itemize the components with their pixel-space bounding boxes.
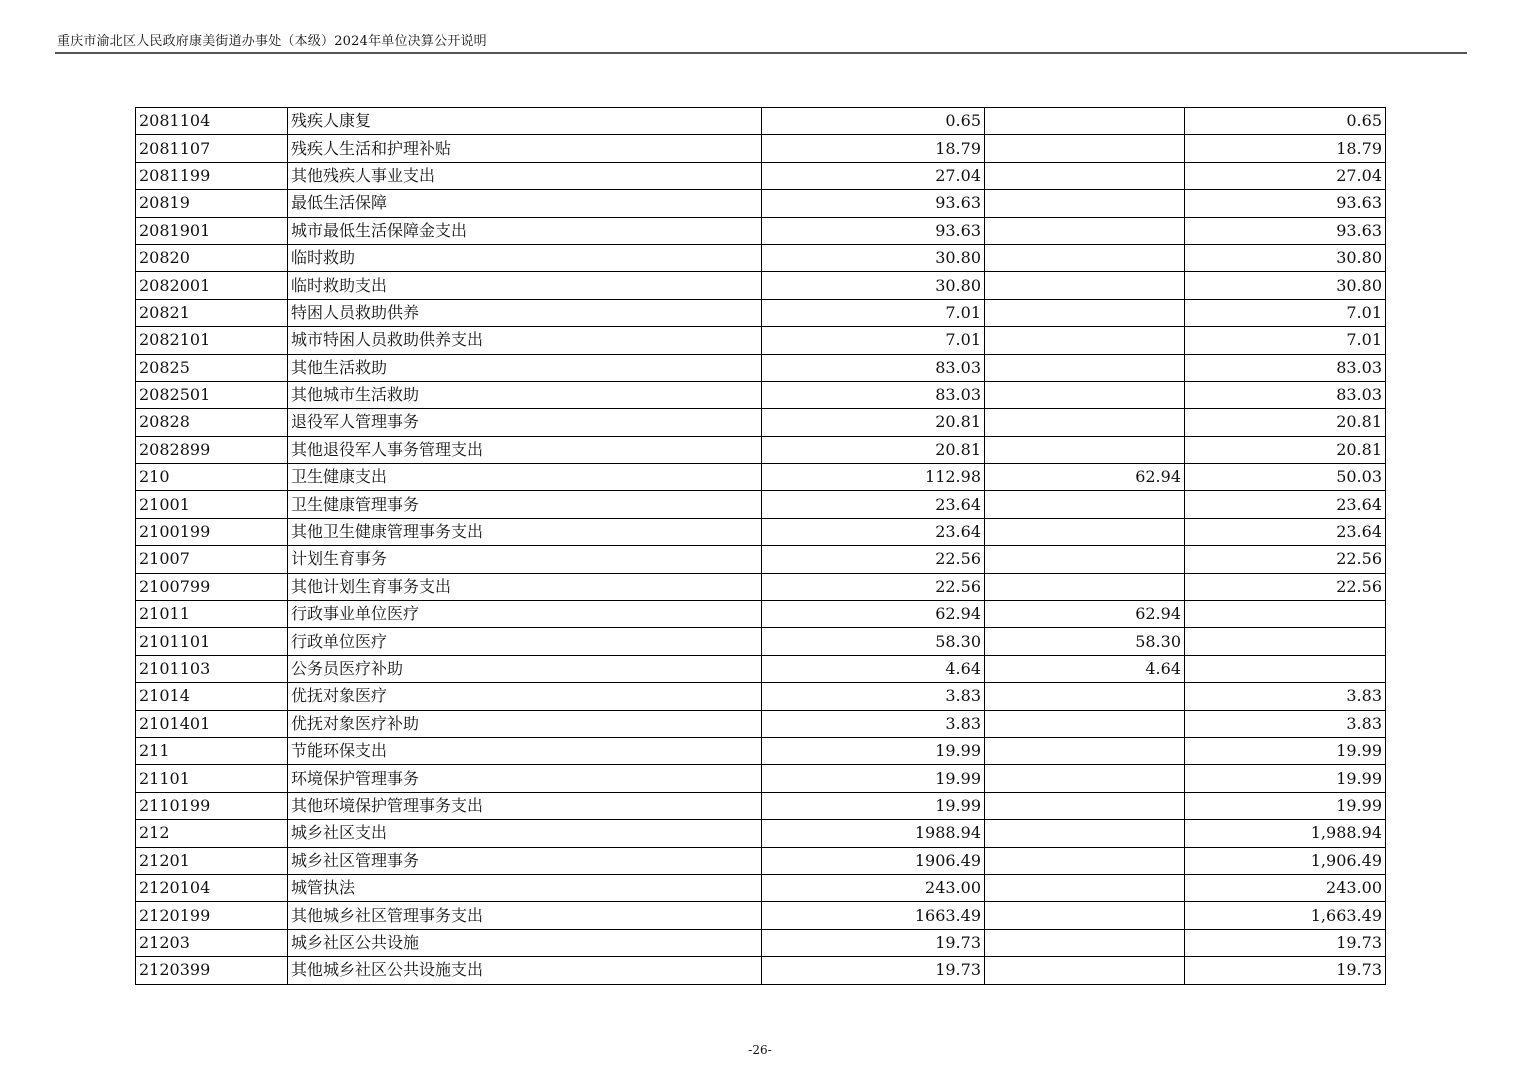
cell-total-amount: 4.64 bbox=[762, 655, 985, 682]
cell-function-name: 其他城乡社区管理事务支出 bbox=[288, 902, 762, 929]
cell-project-amount: 30.80 bbox=[1185, 272, 1386, 299]
cell-basic-amount bbox=[985, 683, 1185, 710]
cell-project-amount: 1,906.49 bbox=[1185, 847, 1386, 874]
cell-basic-amount bbox=[985, 710, 1185, 737]
cell-function-code: 21101 bbox=[136, 765, 288, 792]
cell-total-amount: 19.73 bbox=[762, 957, 985, 984]
cell-function-name: 其他退役军人事务管理支出 bbox=[288, 436, 762, 463]
cell-total-amount: 1663.49 bbox=[762, 902, 985, 929]
table-row bbox=[136, 601, 1386, 628]
table-row bbox=[136, 381, 1386, 408]
cell-project-amount bbox=[1185, 655, 1386, 682]
cell-project-amount: 3.83 bbox=[1185, 710, 1386, 737]
cell-function-code: 2110199 bbox=[136, 792, 288, 819]
cell-basic-amount bbox=[985, 518, 1185, 545]
table-row bbox=[136, 244, 1386, 271]
table-row bbox=[136, 847, 1386, 874]
cell-project-amount: 19.99 bbox=[1185, 765, 1386, 792]
cell-total-amount: 18.79 bbox=[762, 135, 985, 162]
cell-function-code: 20819 bbox=[136, 190, 288, 217]
cell-project-amount: 23.64 bbox=[1185, 518, 1386, 545]
cell-total-amount: 58.30 bbox=[762, 628, 985, 655]
cell-function-name: 临时救助支出 bbox=[288, 272, 762, 299]
cell-total-amount: 3.83 bbox=[762, 683, 985, 710]
cell-function-code: 21203 bbox=[136, 929, 288, 956]
cell-total-amount: 7.01 bbox=[762, 327, 985, 354]
cell-function-code: 20820 bbox=[136, 244, 288, 271]
cell-basic-amount bbox=[985, 957, 1185, 984]
cell-function-code: 2082899 bbox=[136, 436, 288, 463]
cell-basic-amount: 58.30 bbox=[985, 628, 1185, 655]
cell-function-name: 残疾人康复 bbox=[288, 108, 762, 135]
table-row bbox=[136, 135, 1386, 162]
cell-function-name: 行政事业单位医疗 bbox=[288, 601, 762, 628]
cell-project-amount: 3.83 bbox=[1185, 683, 1386, 710]
table-row bbox=[136, 737, 1386, 764]
cell-basic-amount bbox=[985, 162, 1185, 189]
table-row bbox=[136, 765, 1386, 792]
cell-total-amount: 0.65 bbox=[762, 108, 985, 135]
cell-function-name: 残疾人生活和护理补贴 bbox=[288, 135, 762, 162]
cell-total-amount: 1906.49 bbox=[762, 847, 985, 874]
cell-basic-amount bbox=[985, 847, 1185, 874]
cell-basic-amount bbox=[985, 108, 1185, 135]
cell-project-amount: 23.64 bbox=[1185, 491, 1386, 518]
cell-total-amount: 243.00 bbox=[762, 874, 985, 901]
cell-function-name: 城乡社区管理事务 bbox=[288, 847, 762, 874]
cell-function-name: 公务员医疗补助 bbox=[288, 655, 762, 682]
cell-total-amount: 3.83 bbox=[762, 710, 985, 737]
table-row bbox=[136, 573, 1386, 600]
cell-function-code: 2101101 bbox=[136, 628, 288, 655]
expenditure-table bbox=[135, 107, 1386, 985]
cell-function-name: 最低生活保障 bbox=[288, 190, 762, 217]
header-divider bbox=[55, 52, 1467, 54]
cell-total-amount: 19.73 bbox=[762, 929, 985, 956]
cell-function-name: 卫生健康支出 bbox=[288, 464, 762, 491]
cell-project-amount: 20.81 bbox=[1185, 409, 1386, 436]
cell-total-amount: 19.99 bbox=[762, 792, 985, 819]
cell-project-amount bbox=[1185, 628, 1386, 655]
cell-function-code: 2100199 bbox=[136, 518, 288, 545]
cell-function-name: 特困人员救助供养 bbox=[288, 299, 762, 326]
cell-function-name: 优抚对象医疗 bbox=[288, 683, 762, 710]
cell-function-name: 其他城乡社区公共设施支出 bbox=[288, 957, 762, 984]
cell-function-code: 2101103 bbox=[136, 655, 288, 682]
cell-function-name: 行政单位医疗 bbox=[288, 628, 762, 655]
cell-function-code: 20828 bbox=[136, 409, 288, 436]
table-row bbox=[136, 354, 1386, 381]
cell-total-amount: 22.56 bbox=[762, 573, 985, 600]
cell-function-code: 211 bbox=[136, 737, 288, 764]
cell-function-name: 卫生健康管理事务 bbox=[288, 491, 762, 518]
cell-function-name: 临时救助 bbox=[288, 244, 762, 271]
cell-basic-amount bbox=[985, 244, 1185, 271]
cell-function-code: 21201 bbox=[136, 847, 288, 874]
cell-total-amount: 1988.94 bbox=[762, 820, 985, 847]
cell-function-code: 21001 bbox=[136, 491, 288, 518]
cell-function-name: 城乡社区支出 bbox=[288, 820, 762, 847]
table-row bbox=[136, 902, 1386, 929]
table-row bbox=[136, 491, 1386, 518]
cell-function-name: 退役军人管理事务 bbox=[288, 409, 762, 436]
cell-function-code: 2082101 bbox=[136, 327, 288, 354]
cell-function-name: 其他城市生活救助 bbox=[288, 381, 762, 408]
table-row bbox=[136, 792, 1386, 819]
cell-basic-amount bbox=[985, 190, 1185, 217]
cell-basic-amount bbox=[985, 820, 1185, 847]
table-row bbox=[136, 190, 1386, 217]
cell-total-amount: 83.03 bbox=[762, 381, 985, 408]
cell-project-amount: 18.79 bbox=[1185, 135, 1386, 162]
cell-function-name: 城乡社区公共设施 bbox=[288, 929, 762, 956]
table-row bbox=[136, 546, 1386, 573]
cell-basic-amount bbox=[985, 573, 1185, 600]
cell-project-amount: 27.04 bbox=[1185, 162, 1386, 189]
cell-basic-amount bbox=[985, 546, 1185, 573]
table-row bbox=[136, 299, 1386, 326]
cell-project-amount: 19.99 bbox=[1185, 737, 1386, 764]
cell-function-name: 城管执法 bbox=[288, 874, 762, 901]
cell-project-amount: 93.63 bbox=[1185, 217, 1386, 244]
cell-function-code: 20825 bbox=[136, 354, 288, 381]
cell-function-code: 2120399 bbox=[136, 957, 288, 984]
cell-function-code: 2081104 bbox=[136, 108, 288, 135]
table-row bbox=[136, 409, 1386, 436]
cell-function-code: 2082001 bbox=[136, 272, 288, 299]
cell-function-name: 其他环境保护管理事务支出 bbox=[288, 792, 762, 819]
cell-basic-amount bbox=[985, 436, 1185, 463]
cell-function-code: 2100799 bbox=[136, 573, 288, 600]
cell-function-code: 2081199 bbox=[136, 162, 288, 189]
cell-function-name: 环境保护管理事务 bbox=[288, 765, 762, 792]
cell-function-name: 其他计划生育事务支出 bbox=[288, 573, 762, 600]
cell-project-amount: 19.73 bbox=[1185, 929, 1386, 956]
cell-basic-amount bbox=[985, 217, 1185, 244]
cell-total-amount: 93.63 bbox=[762, 217, 985, 244]
cell-project-amount: 7.01 bbox=[1185, 327, 1386, 354]
table-row bbox=[136, 957, 1386, 984]
table-row bbox=[136, 108, 1386, 135]
cell-function-code: 2120104 bbox=[136, 874, 288, 901]
cell-project-amount: 19.99 bbox=[1185, 792, 1386, 819]
cell-total-amount: 62.94 bbox=[762, 601, 985, 628]
cell-basic-amount bbox=[985, 491, 1185, 518]
cell-project-amount bbox=[1185, 601, 1386, 628]
cell-basic-amount bbox=[985, 902, 1185, 929]
table-row bbox=[136, 683, 1386, 710]
cell-basic-amount: 62.94 bbox=[985, 601, 1185, 628]
cell-function-code: 2120199 bbox=[136, 902, 288, 929]
cell-function-code: 212 bbox=[136, 820, 288, 847]
cell-project-amount: 22.56 bbox=[1185, 546, 1386, 573]
cell-function-name: 其他生活救助 bbox=[288, 354, 762, 381]
page-number: -26- bbox=[748, 1043, 772, 1057]
cell-total-amount: 20.81 bbox=[762, 436, 985, 463]
cell-function-code: 210 bbox=[136, 464, 288, 491]
table-row bbox=[136, 655, 1386, 682]
cell-function-code: 21007 bbox=[136, 546, 288, 573]
cell-basic-amount bbox=[985, 272, 1185, 299]
cell-total-amount: 7.01 bbox=[762, 299, 985, 326]
cell-basic-amount bbox=[985, 737, 1185, 764]
cell-function-name: 优抚对象医疗补助 bbox=[288, 710, 762, 737]
cell-function-name: 计划生育事务 bbox=[288, 546, 762, 573]
cell-function-name: 其他卫生健康管理事务支出 bbox=[288, 518, 762, 545]
cell-project-amount: 30.80 bbox=[1185, 244, 1386, 271]
table-row bbox=[136, 929, 1386, 956]
cell-total-amount: 30.80 bbox=[762, 272, 985, 299]
table-row bbox=[136, 162, 1386, 189]
table-row bbox=[136, 464, 1386, 491]
cell-function-code: 21014 bbox=[136, 683, 288, 710]
cell-basic-amount: 4.64 bbox=[985, 655, 1185, 682]
cell-total-amount: 20.81 bbox=[762, 409, 985, 436]
table-row bbox=[136, 327, 1386, 354]
cell-total-amount: 22.56 bbox=[762, 546, 985, 573]
document-header-title: 重庆市渝北区人民政府康美街道办事处（本级）2024年单位决算公开说明 bbox=[57, 34, 487, 49]
cell-function-code: 2101401 bbox=[136, 710, 288, 737]
cell-basic-amount bbox=[985, 299, 1185, 326]
cell-project-amount: 93.63 bbox=[1185, 190, 1386, 217]
cell-total-amount: 112.98 bbox=[762, 464, 985, 491]
cell-project-amount: 243.00 bbox=[1185, 874, 1386, 901]
cell-total-amount: 93.63 bbox=[762, 190, 985, 217]
cell-basic-amount bbox=[985, 381, 1185, 408]
cell-function-name: 节能环保支出 bbox=[288, 737, 762, 764]
cell-function-code: 2081901 bbox=[136, 217, 288, 244]
cell-project-amount: 83.03 bbox=[1185, 381, 1386, 408]
cell-total-amount: 30.80 bbox=[762, 244, 985, 271]
table-row bbox=[136, 518, 1386, 545]
table-row bbox=[136, 710, 1386, 737]
cell-basic-amount bbox=[985, 354, 1185, 381]
cell-total-amount: 23.64 bbox=[762, 518, 985, 545]
cell-function-code: 20821 bbox=[136, 299, 288, 326]
cell-function-name: 其他残疾人事业支出 bbox=[288, 162, 762, 189]
cell-total-amount: 23.64 bbox=[762, 491, 985, 518]
cell-project-amount: 1,663.49 bbox=[1185, 902, 1386, 929]
cell-function-name: 城市特困人员救助供养支出 bbox=[288, 327, 762, 354]
cell-function-code: 21011 bbox=[136, 601, 288, 628]
cell-function-code: 2082501 bbox=[136, 381, 288, 408]
cell-basic-amount bbox=[985, 135, 1185, 162]
table-row bbox=[136, 436, 1386, 463]
table-row bbox=[136, 272, 1386, 299]
cell-basic-amount bbox=[985, 874, 1185, 901]
table-row bbox=[136, 820, 1386, 847]
cell-total-amount: 19.99 bbox=[762, 765, 985, 792]
cell-total-amount: 19.99 bbox=[762, 737, 985, 764]
cell-project-amount: 83.03 bbox=[1185, 354, 1386, 381]
cell-basic-amount bbox=[985, 929, 1185, 956]
cell-basic-amount bbox=[985, 765, 1185, 792]
cell-project-amount: 1,988.94 bbox=[1185, 820, 1386, 847]
cell-project-amount: 0.65 bbox=[1185, 108, 1386, 135]
cell-total-amount: 27.04 bbox=[762, 162, 985, 189]
table-row bbox=[136, 628, 1386, 655]
table-body bbox=[136, 108, 1386, 985]
cell-project-amount: 7.01 bbox=[1185, 299, 1386, 326]
cell-project-amount: 20.81 bbox=[1185, 436, 1386, 463]
cell-project-amount: 19.73 bbox=[1185, 957, 1386, 984]
cell-function-name: 城市最低生活保障金支出 bbox=[288, 217, 762, 244]
table-row bbox=[136, 217, 1386, 244]
cell-basic-amount bbox=[985, 409, 1185, 436]
cell-basic-amount bbox=[985, 327, 1185, 354]
cell-function-code: 2081107 bbox=[136, 135, 288, 162]
cell-total-amount: 83.03 bbox=[762, 354, 985, 381]
cell-project-amount: 50.03 bbox=[1185, 464, 1386, 491]
table-row bbox=[136, 874, 1386, 901]
cell-basic-amount bbox=[985, 792, 1185, 819]
cell-project-amount: 22.56 bbox=[1185, 573, 1386, 600]
cell-basic-amount: 62.94 bbox=[985, 464, 1185, 491]
